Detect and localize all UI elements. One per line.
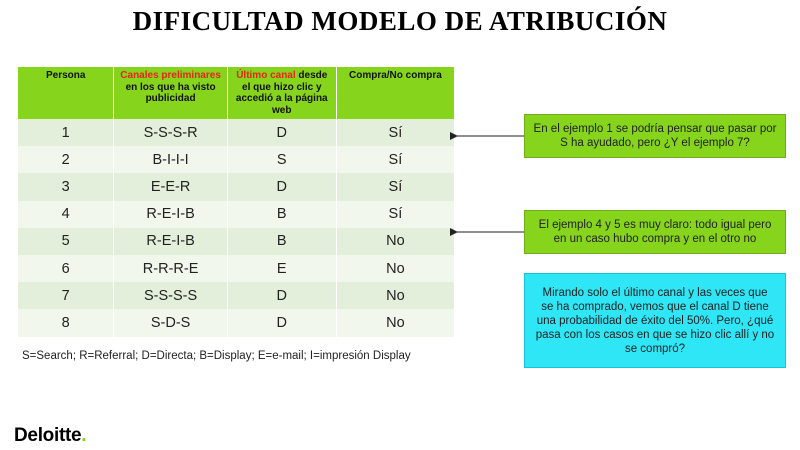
logo-text: Deloitte <box>14 425 82 446</box>
cell-compra: Sí <box>336 119 454 146</box>
cell-canales: E-E-R <box>114 173 227 200</box>
cell-persona: 3 <box>18 173 114 200</box>
header-persona: Persona <box>18 67 114 119</box>
header-canales-red: Canales preliminares <box>120 70 221 81</box>
cell-canales: R-E-I-B <box>114 201 227 228</box>
cell-persona: 8 <box>18 309 114 336</box>
slide-title: DIFICULTAD MODELO DE ATRIBUCIÓN <box>132 6 668 36</box>
cell-persona: 6 <box>18 255 114 282</box>
cell-compra: No <box>336 282 454 309</box>
attribution-table <box>18 67 454 337</box>
cell-ultimo: B <box>227 228 336 255</box>
header-ultimo-canal <box>227 67 336 119</box>
cell-compra: Sí <box>336 173 454 200</box>
header-canales-rest: en los que ha visto publicidad <box>125 81 216 104</box>
note-ejemplo-4-5 <box>524 210 786 254</box>
table-row <box>18 173 454 200</box>
cell-compra: No <box>336 309 454 336</box>
note-ejemplo-1 <box>524 114 786 158</box>
cell-ultimo: D <box>227 173 336 200</box>
cell-compra: Sí <box>336 201 454 228</box>
note-ejemplo-4-5-text: El ejemplo 4 y 5 es muy claro: todo igual pero en un caso hubo compra y en el otro no <box>538 219 772 245</box>
cell-ultimo: B <box>227 201 336 228</box>
cell-canales: R-E-I-B <box>114 228 227 255</box>
cell-compra: Sí <box>336 146 454 173</box>
cell-ultimo: S <box>227 146 336 173</box>
cell-persona: 7 <box>18 282 114 309</box>
cell-canales: S-D-S <box>114 309 227 336</box>
cell-ultimo: E <box>227 255 336 282</box>
table-row <box>18 228 454 255</box>
table-row <box>18 201 454 228</box>
cell-compra: No <box>336 255 454 282</box>
cell-ultimo: D <box>227 282 336 309</box>
table-row <box>18 309 454 336</box>
header-canales-preliminares <box>114 67 227 119</box>
table-row <box>18 282 454 309</box>
cell-persona: 4 <box>18 201 114 228</box>
deloitte-logo <box>14 425 86 447</box>
cell-compra: No <box>336 228 454 255</box>
cell-persona: 2 <box>18 146 114 173</box>
logo-dot: . <box>81 425 87 446</box>
cell-canales: S-S-S-R <box>114 119 227 146</box>
header-compra: Compra/No compra <box>336 67 454 119</box>
cell-canales: B-I-I-I <box>114 146 227 173</box>
table-header-row <box>18 67 454 119</box>
cell-ultimo: D <box>227 119 336 146</box>
header-ultimo-rest: desde el que hizo clic y accedió a la página web <box>235 70 328 116</box>
cell-canales: R-R-R-E <box>114 255 227 282</box>
table-row <box>18 255 454 282</box>
note-ejemplo-1-text: En el ejemplo 1 se podría pensar que pasar por S ha ayudado, pero ¿Y el ejemplo 7? <box>533 123 777 149</box>
table-row <box>18 146 454 173</box>
note-ultimo-canal <box>524 273 786 368</box>
cell-persona: 5 <box>18 228 114 255</box>
note-ultimo-canal-text: Mirando solo el último canal y las veces que se ha comprado, vemos que el canal D tiene una probabilidad de éxito del 50%. Pero, ¿qué pasa con los casos en que se hizo clic allí y no se compró? <box>535 286 775 355</box>
channel-legend: S=Search; R=Referral; D=Directa; B=Display; E=e-mail; I=impresión Display <box>22 350 411 362</box>
cell-ultimo: D <box>227 309 336 336</box>
header-ultimo-red: Último canal <box>236 70 296 81</box>
cell-canales: S-S-S-S <box>114 282 227 309</box>
table-row <box>18 119 454 146</box>
cell-persona: 1 <box>18 119 114 146</box>
